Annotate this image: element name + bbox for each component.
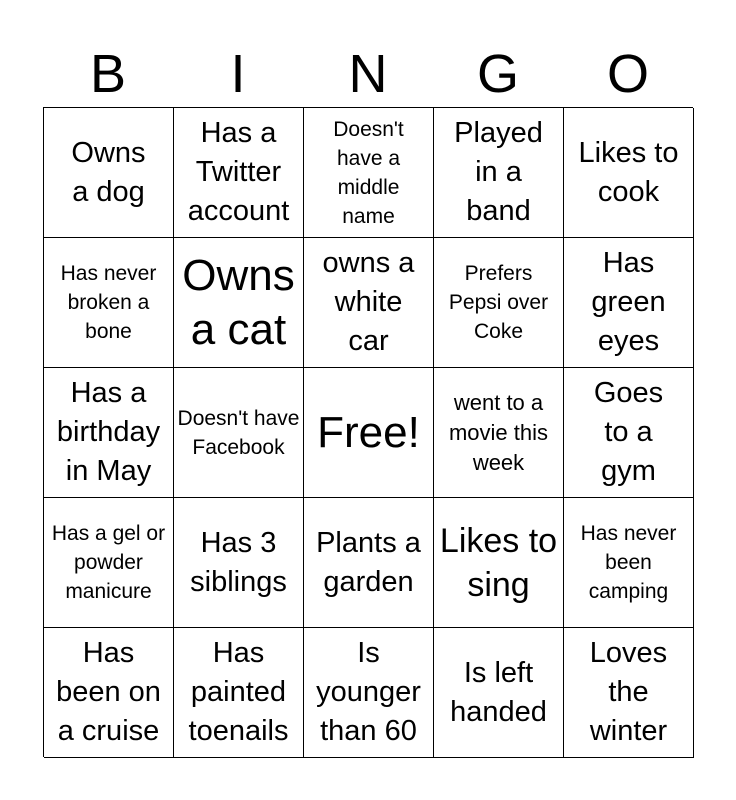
header-letter-g: G [476, 44, 519, 104]
bingo-cell-text: Plants a garden [316, 526, 421, 598]
bingo-grid [43, 107, 693, 757]
bingo-cell-r4c5[interactable] [564, 498, 694, 628]
bingo-cell-r5c3[interactable] [304, 628, 434, 758]
bingo-cell-r5c2[interactable] [174, 628, 304, 758]
bingo-cell-r5c5[interactable] [564, 628, 694, 758]
bingo-cell-text: went to a movie this week [448, 389, 549, 475]
bingo-cell-r3c2[interactable] [174, 368, 304, 498]
bingo-cell-text: Is younger than 60 [316, 637, 421, 747]
bingo-cell-text: Is left handed [450, 656, 547, 728]
bingo-cell-r4c3[interactable] [304, 498, 434, 628]
bingo-cell-text: Prefers Pepsi over Coke [448, 262, 549, 343]
bingo-cell-text: Has 3 siblings [190, 526, 287, 598]
bingo-cell-r2c1[interactable] [44, 238, 174, 368]
bingo-cell-r3c4[interactable] [434, 368, 564, 498]
bingo-cell-text: Doesn't have a middle name [333, 117, 404, 228]
bingo-cell-text: Owns a dog [71, 136, 146, 208]
bingo-cell-text: Likes to cook [578, 136, 679, 208]
header-letter-o: O [606, 44, 649, 104]
header-letter-i: I [230, 44, 246, 104]
bingo-cell-r3c1[interactable] [44, 368, 174, 498]
bingo-cell-r5c4[interactable] [434, 628, 564, 758]
bingo-cell-r3c3[interactable] [304, 368, 434, 498]
bingo-cell-text: Doesn't have Facebook [177, 406, 300, 459]
bingo-cell-text: owns a white car [322, 247, 415, 357]
bingo-cell-r1c2[interactable] [174, 108, 304, 238]
bingo-cell-text: Has a birthday in May [56, 377, 161, 487]
bingo-cell-text: Has painted toenails [188, 637, 289, 747]
bingo-cell-text: Owns a cat [182, 250, 295, 354]
bingo-cell-r5c1[interactable] [44, 628, 174, 758]
bingo-cell-text: Goes to a gym [593, 377, 664, 487]
bingo-cell-text: Likes to sing [439, 521, 558, 604]
header-letter-n: N [348, 44, 388, 104]
bingo-cell-r1c1[interactable] [44, 108, 174, 238]
bingo-cell-text: Has green eyes [591, 247, 666, 357]
bingo-cell-text: Has a Twitter account [187, 117, 290, 227]
bingo-cell-r2c5[interactable] [564, 238, 694, 368]
bingo-cell-text: Played in a band [454, 117, 543, 227]
bingo-cell-r2c2[interactable] [174, 238, 304, 368]
bingo-cell-text: Has never been camping [580, 522, 677, 603]
free-space: Free! [317, 407, 420, 457]
bingo-cell-r4c1[interactable] [44, 498, 174, 628]
bingo-cell-r2c3[interactable] [304, 238, 434, 368]
bingo-cell-text: Has never broken a bone [60, 262, 157, 343]
bingo-cell-r1c4[interactable] [434, 108, 564, 238]
bingo-cell-r1c5[interactable] [564, 108, 694, 238]
bingo-cell-text: Has a gel or powder manicure [51, 522, 166, 603]
bingo-cell-r1c3[interactable] [304, 108, 434, 238]
bingo-cell-text: Has been on a cruise [56, 637, 161, 747]
bingo-cell-r3c5[interactable] [564, 368, 694, 498]
bingo-cell-r2c4[interactable] [434, 238, 564, 368]
bingo-cell-r4c2[interactable] [174, 498, 304, 628]
bingo-cell-text: Loves the winter [589, 637, 668, 747]
header-letter-b: B [89, 44, 127, 104]
bingo-header [43, 40, 693, 108]
bingo-cell-r4c4[interactable] [434, 498, 564, 628]
